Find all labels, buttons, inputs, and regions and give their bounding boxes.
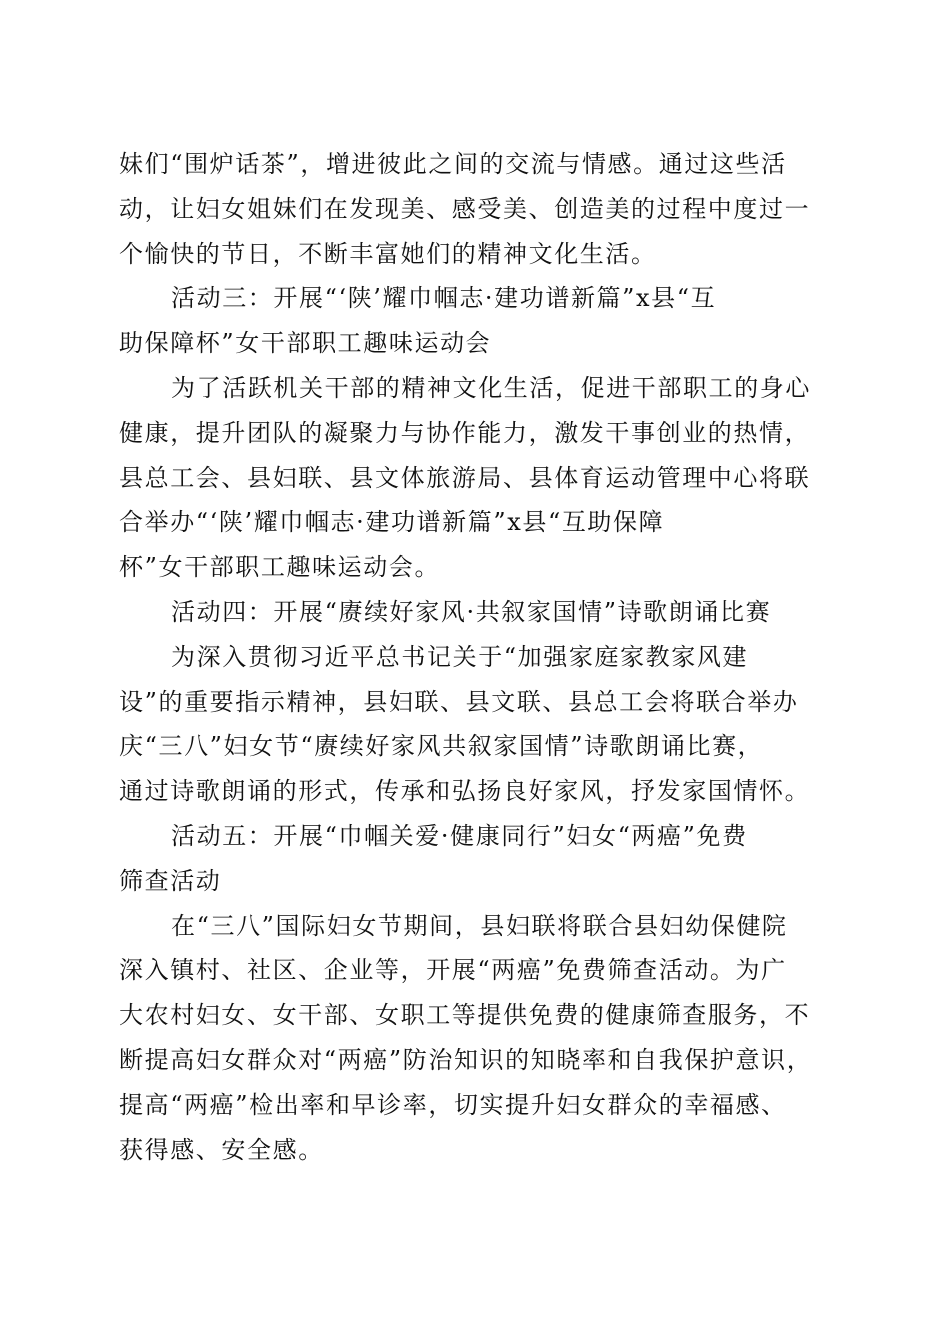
text-line: 通过诗歌朗诵的形式，传承和弘扬良好家风，抒发家国情怀。 — [119, 777, 811, 806]
text-line: 动，让妇女姐妹们在发现美、感受美、创造美的过程中度过一 — [119, 194, 811, 223]
text-line: 设”的重要指示精神，县妇联、县文联、县总工会将联合举办 — [119, 687, 799, 716]
text-line: 在“三八”国际妇女节期间，县妇联将联合县妇幼保健院 — [171, 911, 788, 940]
text-line: 妹们“围炉话茶”，增进彼此之间的交流与情感。通过这些活 — [119, 150, 787, 178]
section-heading-activity-5: 活动五：开展“巾帼关爱·健康同行”妇女“两癌”免费 — [171, 821, 748, 850]
text-line: 为了活跃机关干部的精神文化生活，促进干部职工的身心 — [171, 373, 811, 402]
text-line: 深入镇村、社区、企业等，开展“两癌”免费筛查活动。为广 — [119, 956, 787, 985]
text-line: 县总工会、县妇联、县文体旅游局、县体育运动管理中心将联 — [119, 463, 811, 492]
section-heading-activity-3: 活动三：开展“‘陕’耀巾帼志·建功谱新篇”x县“互 — [171, 284, 717, 313]
text-line: 庆“三八”妇女节“赓续好家风共叙家国情”诗歌朗诵比赛， — [119, 732, 764, 761]
text-line: 提高“两癌”检出率和早诊率，切实提升妇女群众的幸福感、 — [119, 1090, 787, 1119]
text-line: 大农村妇女、女干部、女职工等提供免费的健康筛查服务，不 — [119, 1001, 811, 1030]
text-line: 断提高妇女群众对“两癌”防治知识的知晓率和自我保护意识， — [119, 1045, 813, 1074]
section-heading-activity-4: 活动四：开展“赓续好家风·共叙家国情”诗歌朗诵比赛 — [171, 597, 772, 626]
section-heading-activity-3-cont: 助保障杯”女干部职工趣味运动会 — [119, 329, 492, 358]
text-line: 合举办“‘陕’耀巾帼志·建功谱新篇”x县“互助保障 — [119, 508, 665, 537]
text-line: 杯”女干部职工趣味运动会。 — [119, 553, 441, 582]
text-line: 健康，提升团队的凝聚力与协作能力，激发干事创业的热情， — [119, 418, 811, 447]
document-body — [119, 142, 839, 1172]
text-line: 为深入贯彻习近平总书记关于“加强家庭家教家风建 — [171, 642, 749, 671]
text-line: 获得感、安全感。 — [119, 1135, 324, 1164]
section-heading-activity-5-cont: 筛查活动 — [119, 866, 222, 895]
text-line: 个愉快的节日，不断丰富她们的精神文化生活。 — [119, 239, 657, 268]
